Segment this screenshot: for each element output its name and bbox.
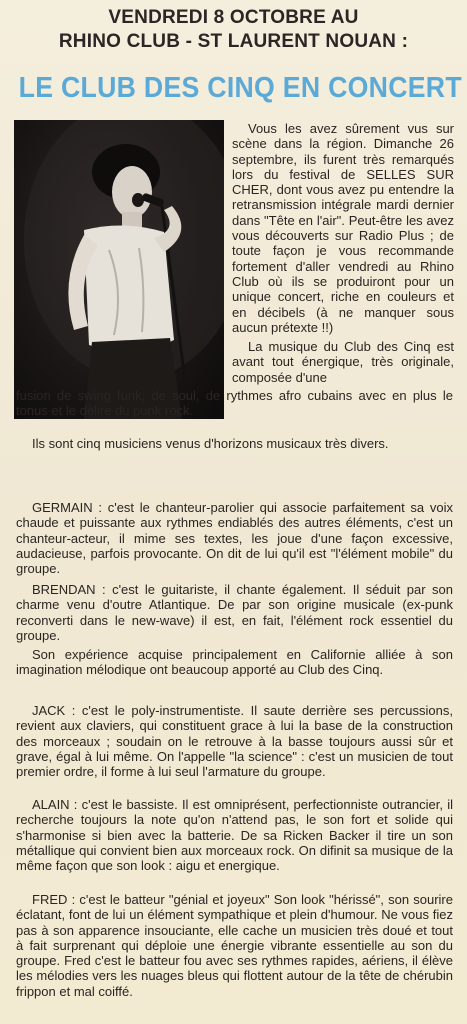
paragraph-experience-block xyxy=(16,647,453,682)
paragraph-music-end: fusion de swing funk, de soul, de rythmes afro cubains avec en plus le tonus et le délire du punk rock. xyxy=(16,388,453,419)
paragraph-experience: Son expérience acquise principalement en Californie alliée à son imagination mélodique ont beaucoup apporté au Club des Cinq. xyxy=(16,647,453,678)
paragraph-alain-block xyxy=(16,797,453,877)
paragraph-fred: FRED : c'est le batteur "génial et joyeux" Son look "hérissé", son sourire éclatant, font de lui un élément sympathique et plein d'humour. Ne vous fiez pas à son apparence insouciante, elle cache un musicien très doué et tout à fait surprenant qui déploie une énergie vibrante essentielle au son du groupe. Fred c'est le batteur fou avec ses rythmes rapides, aériens, il élève les mélodies vers les nuages bleus qui flottent autour de la tête de chérubin frippon et mal coiffé. xyxy=(16,892,453,999)
paragraph-musicians-block xyxy=(16,436,453,455)
paragraph-music-start: La musique du Club des Cinq est avant tout énergique, très originale, composée d'une xyxy=(232,339,454,385)
headline xyxy=(0,6,467,54)
paragraph-music-end-block xyxy=(16,388,453,423)
paragraph-jack: JACK : c'est le poly-instrumentiste. Il saute derrière ses percussions, revient aux claviers, qui constituent grace à lui la base de la construction des morceaux ; soudain on le retrouve à la basse toujours aussi sûr et grave, égal à lui même. On l'appelle "la science" : c'est un musicien de tout premier ordre, il forme à lui seul l'armature du groupe. xyxy=(16,703,453,780)
paragraph-brendan-block xyxy=(16,582,453,647)
paragraph-germain-block xyxy=(16,500,453,580)
paragraph-germain: GERMAIN : c'est le chanteur-parolier qui associe parfaitement sa voix chaude et puissante aux rythmes endiablés des autres éléments, c'est un chanteur-acteur, il mime ses textes, les joue d'une façon excessive, audacieuse, parfois provocante. On dit de lui qu'il est "l'élément mobile" du groupe. xyxy=(16,500,453,577)
headline-line-1: VENDREDI 8 OCTOBRE AU xyxy=(108,7,359,28)
headline-line-2: RHINO CLUB - ST LAURENT NOUAN : xyxy=(58,31,409,52)
singer-photo-icon xyxy=(14,120,224,419)
paragraph-fred-block xyxy=(16,892,453,1003)
paragraph-brendan: BRENDAN : c'est le guitariste, il chante également. Il séduit par son charme venu d'outre Atlantique. De par son origine musicale (ex-punk reconverti dans le new-wave) il est, en fait, l'élément rock essentiel du groupe. xyxy=(16,582,453,643)
singer-photo xyxy=(14,120,224,419)
article-title: LE CLUB DES CINQ EN CONCERT xyxy=(18,72,462,104)
paragraph-musicians: Ils sont cinq musiciens venus d'horizons musicaux très divers. xyxy=(32,436,389,451)
paragraph-jack-block xyxy=(16,703,453,783)
paragraph-intro: Vous les avez sûrement vus sur scène dans la région. Dimanche 26 septembre, ils furent très remarqués lors du festival de SELLES SUR CHER, dont vous avez pu entendre la retransmission intégrale mardi dernier dans "Tête en l'air". Peut-être les avez vous découverts sur Radio Plus ; de toute façon je vous recommande fortement d'aller vendredi au Rhino Club où ils se produiront pour un unique concert, riche en couleurs et en décibels (à ne manquer sous aucun prétexte !!) xyxy=(232,121,454,335)
intro-column xyxy=(232,121,454,385)
paragraph-alain: ALAIN : c'est le bassiste. Il est omniprésent, perfectionniste outrancier, il recherche toujours la note qu'on n'attend pas, le son fort et solide qui s'harmonise si bien avec la batterie. De sa Ricken Backer il tire un son métallique qui convient bien aux morceaux rock. On difinit sa musique de la même façon que son look : aigu et energique. xyxy=(16,797,453,874)
